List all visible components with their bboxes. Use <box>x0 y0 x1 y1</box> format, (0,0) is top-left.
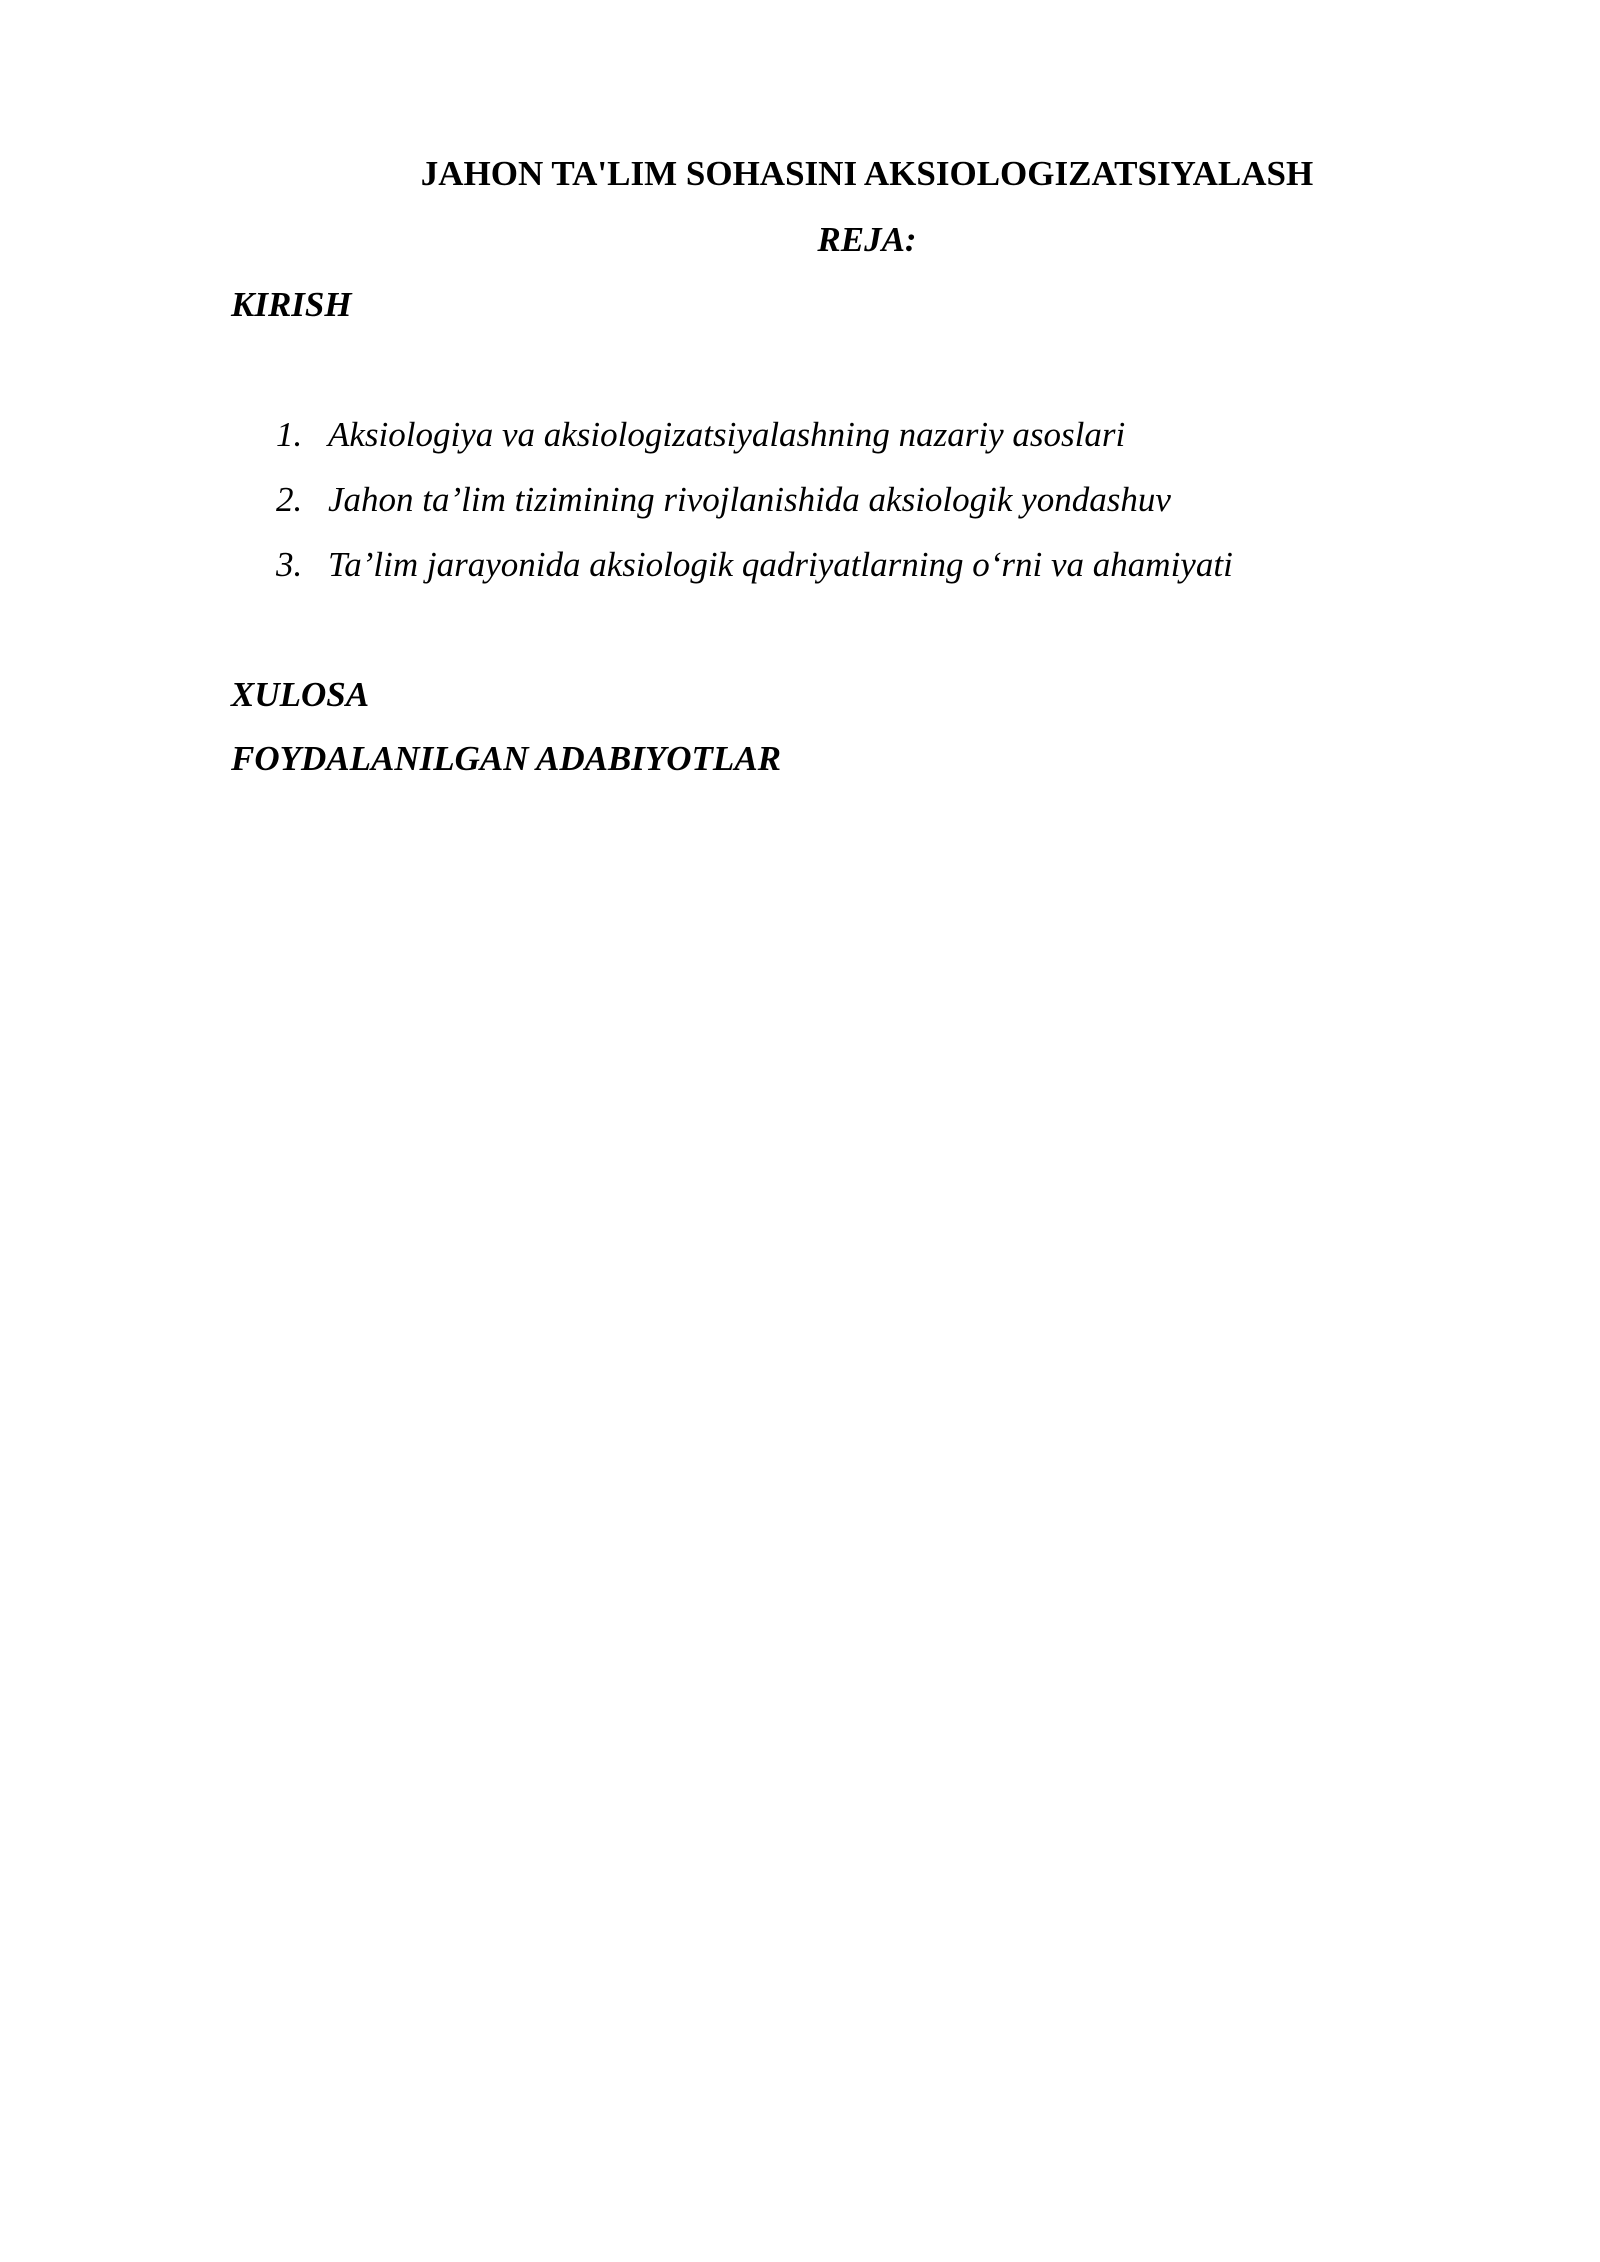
plan-item-number: 2. <box>276 480 303 519</box>
plan-item <box>276 543 1233 608</box>
plan-list <box>276 413 1233 608</box>
document-title: JAHON TA'LIM SOHASINI AKSIOLOGIZATSIYALASH <box>420 154 1314 193</box>
plan-item-number: 1. <box>276 415 303 454</box>
plan-item <box>276 478 1233 543</box>
plan-item-text: Jahon ta’lim tizimining rivojlanishida aksiologik yondashuv <box>328 480 1171 519</box>
plan-item-text: Ta’lim jarayonida aksiologik qadriyatlarning o‘rni va ahamiyati <box>328 545 1233 584</box>
plan-heading: REJA: <box>817 220 917 259</box>
references-heading: FOYDALANILGAN ADABIYOTLAR <box>231 739 782 778</box>
plan-item <box>276 413 1233 478</box>
intro-heading: KIRISH <box>231 285 352 324</box>
conclusion-heading: XULOSA <box>231 675 370 714</box>
plan-item-number: 3. <box>276 545 303 584</box>
plan-item-text: Aksiologiya va aksiologizatsiyalashning nazariy asoslari <box>328 415 1126 454</box>
